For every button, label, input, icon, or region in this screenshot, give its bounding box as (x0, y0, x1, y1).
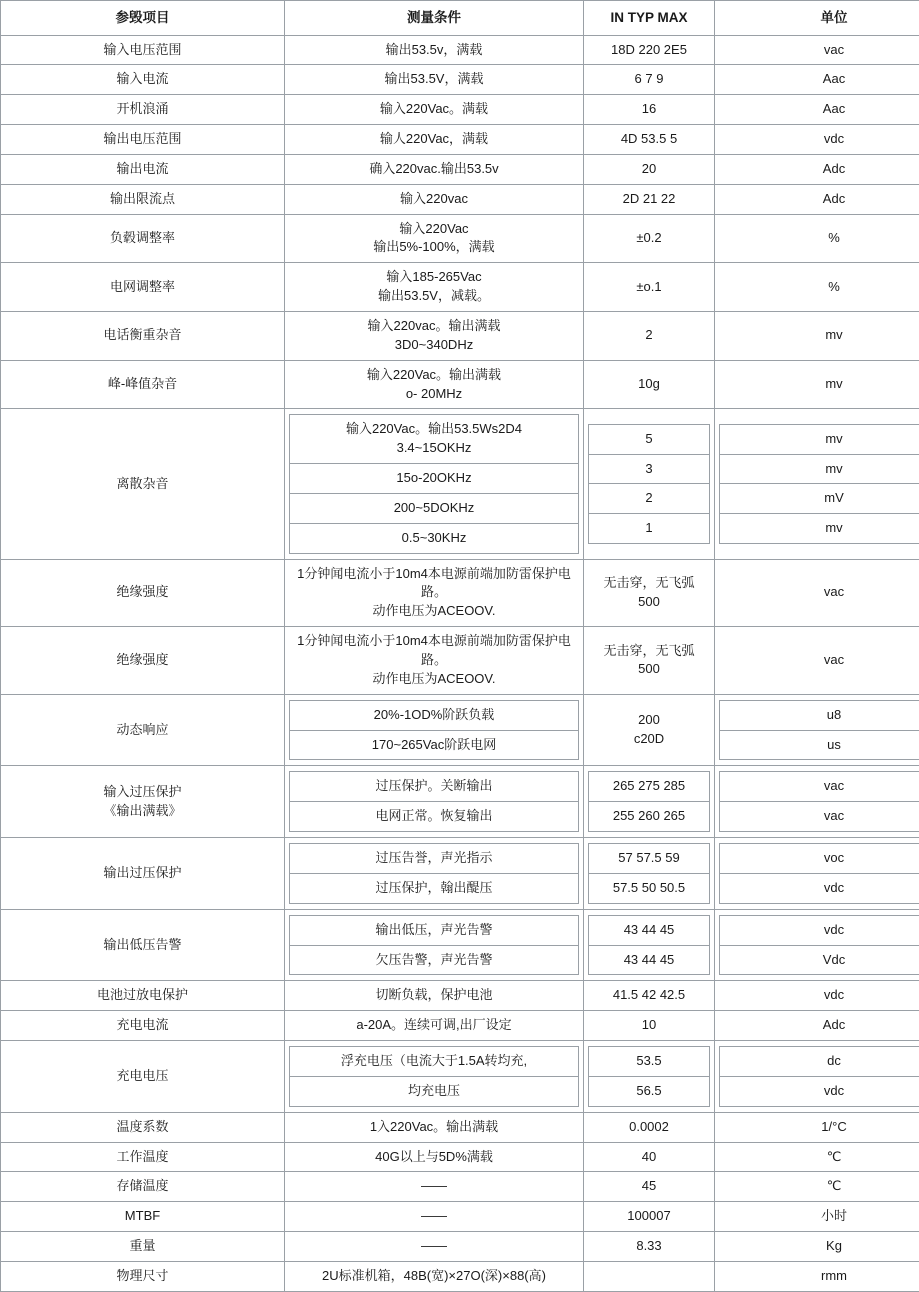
table-row (1, 627, 919, 695)
cell-condition-part: 输入220Vac。输出53.5Ws2D4 3.4~15OKHz (290, 415, 579, 464)
table-row (1, 1011, 919, 1041)
cell-parameter: 温度系数 (1, 1112, 285, 1142)
cell-value: 6 7 9 (584, 65, 715, 95)
cell-parameter: 输入电压范围 (1, 35, 285, 65)
cell-condition (285, 909, 584, 981)
cell-parameter: 物理尺寸 (1, 1262, 285, 1292)
cell-condition-part: 欠压告警，声光告警 (290, 945, 579, 975)
cell-parameter: 输入电流 (1, 65, 285, 95)
cell-value: 0.0002 (584, 1112, 715, 1142)
cell-unit: mv (715, 312, 919, 361)
cell-value-part: 255 260 265 (589, 802, 710, 832)
cell-condition: 1入220Vac。输出满载 (285, 1112, 584, 1142)
cell-unit: mv (715, 360, 919, 409)
cell-parameter: 充电电压 (1, 1041, 285, 1113)
cell-condition-part: 过压保护。关断输出 (290, 772, 579, 802)
cell-parameter: 负毂调整率 (1, 214, 285, 263)
cell-unit (715, 694, 919, 766)
cell-unit: Adc (715, 1011, 919, 1041)
cell-unit-part: vac (720, 802, 919, 832)
cell-condition: —— (285, 1172, 584, 1202)
cell-value: ±0.2 (584, 214, 715, 263)
table-row (1, 184, 919, 214)
header-condition: 测量条件 (285, 1, 584, 36)
table-row (1, 1112, 919, 1142)
cell-unit-part: mv (720, 424, 919, 454)
cell-condition: 1分钟闻电流小于10m4本电源前端加防雷保护电路。 动作电压为ACEOOV. (285, 559, 584, 627)
cell-parameter: 电话衡重杂音 (1, 312, 285, 361)
table-row (1, 838, 919, 910)
table-row (1, 694, 919, 766)
cell-value (584, 766, 715, 838)
cell-value: 45 (584, 1172, 715, 1202)
table-row (1, 1202, 919, 1232)
cell-unit (715, 766, 919, 838)
cell-value: 8.33 (584, 1232, 715, 1262)
cell-value (584, 909, 715, 981)
table-row (1, 312, 919, 361)
cell-value: ±o.1 (584, 263, 715, 312)
cell-condition-part: 170~265Vac阶跃电网 (290, 730, 579, 760)
cell-value-part: 43 44 45 (589, 945, 710, 975)
cell-parameter: MTBF (1, 1202, 285, 1232)
cell-unit (715, 838, 919, 910)
cell-parameter: 工作温度 (1, 1142, 285, 1172)
cell-value-part: 57 57.5 59 (589, 844, 710, 874)
cell-unit: ℃ (715, 1142, 919, 1172)
cell-unit (715, 909, 919, 981)
cell-value-part: 265 275 285 (589, 772, 710, 802)
cell-unit-part: vdc (720, 1076, 919, 1106)
cell-unit: rmm (715, 1262, 919, 1292)
cell-condition-part: 输出低压，声光告警 (290, 915, 579, 945)
cell-unit: vac (715, 627, 919, 695)
cell-unit: Aac (715, 65, 919, 95)
cell-condition: 输入220Vac。输出满载 o- 20MHz (285, 360, 584, 409)
cell-value: 100007 (584, 1202, 715, 1232)
table-row (1, 154, 919, 184)
cell-condition: 输人220Vac，满载 (285, 125, 584, 155)
cell-unit: Adc (715, 184, 919, 214)
table-row (1, 125, 919, 155)
cell-condition: 输入220Vac 输出5%-100%，满载 (285, 214, 584, 263)
cell-unit: vdc (715, 981, 919, 1011)
cell-parameter: 输出限流点 (1, 184, 285, 214)
cell-parameter: 输出过压保护 (1, 838, 285, 910)
cell-condition (285, 838, 584, 910)
table-row (1, 35, 919, 65)
table-header-row (1, 1, 919, 36)
table-row (1, 95, 919, 125)
cell-parameter: 输出电流 (1, 154, 285, 184)
cell-condition-part: 0.5~30KHz (290, 523, 579, 553)
cell-value-part: 43 44 45 (589, 915, 710, 945)
cell-value: 40 (584, 1142, 715, 1172)
cell-condition: 确入220vac.输出53.5v (285, 154, 584, 184)
cell-condition: 2U标准机箱，48B(宽)×27O(深)×88(高) (285, 1262, 584, 1292)
cell-value: 无击穿，无飞弧 500 (584, 559, 715, 627)
cell-unit (715, 409, 919, 559)
cell-value: 2D 21 22 (584, 184, 715, 214)
cell-unit (715, 1041, 919, 1113)
cell-unit: ℃ (715, 1172, 919, 1202)
cell-parameter: 电池过放电保护 (1, 981, 285, 1011)
cell-value: 16 (584, 95, 715, 125)
cell-value: 2 (584, 312, 715, 361)
cell-unit-part: vac (720, 772, 919, 802)
cell-parameter: 峰-峰值杂音 (1, 360, 285, 409)
cell-value: 10 (584, 1011, 715, 1041)
header-parameter: 参毁项目 (1, 1, 285, 36)
table-row (1, 981, 919, 1011)
cell-unit-part: vdc (720, 873, 919, 903)
cell-value-part: 56.5 (589, 1076, 710, 1106)
cell-unit: vac (715, 35, 919, 65)
cell-unit-part: mv (720, 514, 919, 544)
cell-condition-part: 200~5DOKHz (290, 493, 579, 523)
table-row (1, 559, 919, 627)
cell-condition: 1分钟闻电流小于10m4本电源前端加防雷保护电路。 动作电压为ACEOOV. (285, 627, 584, 695)
cell-unit-part: us (720, 730, 919, 760)
cell-condition (285, 766, 584, 838)
table-row (1, 1262, 919, 1292)
cell-condition-part: 均充电压 (290, 1076, 579, 1106)
cell-value (584, 838, 715, 910)
cell-condition (285, 409, 584, 559)
cell-unit-part: voc (720, 844, 919, 874)
cell-condition (285, 1041, 584, 1113)
cell-value (584, 1041, 715, 1113)
cell-value: 200 c20D (584, 694, 715, 766)
table-row (1, 1041, 919, 1113)
cell-unit-part: Vdc (720, 945, 919, 975)
cell-parameter: 充电电流 (1, 1011, 285, 1041)
table-row (1, 360, 919, 409)
cell-unit: vdc (715, 125, 919, 155)
cell-condition: 输出53.5V，满载 (285, 65, 584, 95)
cell-unit: 1/°C (715, 1112, 919, 1142)
cell-condition-part: 过压保护，翰出醍压 (290, 873, 579, 903)
cell-value: 41.5 42 42.5 (584, 981, 715, 1011)
cell-value (584, 409, 715, 559)
cell-parameter: 绝缘强度 (1, 559, 285, 627)
cell-value-part: 5 (589, 424, 710, 454)
table-row (1, 214, 919, 263)
cell-parameter: 输入过压保护 《输出满载》 (1, 766, 285, 838)
cell-condition: 输出53.5v，满载 (285, 35, 584, 65)
cell-unit-part: dc (720, 1047, 919, 1077)
cell-parameter: 重量 (1, 1232, 285, 1262)
cell-condition: a-20A。连续可调,出厂设定 (285, 1011, 584, 1041)
table-row (1, 766, 919, 838)
cell-unit: vac (715, 559, 919, 627)
cell-value (584, 1262, 715, 1292)
cell-condition-part: 过压告誉，声光指示 (290, 844, 579, 874)
cell-parameter: 开机浪涌 (1, 95, 285, 125)
cell-condition: 输入220vac (285, 184, 584, 214)
cell-value-part: 1 (589, 514, 710, 544)
cell-unit: % (715, 263, 919, 312)
cell-condition: —— (285, 1232, 584, 1262)
cell-condition-part: 电网正常。恢复输出 (290, 802, 579, 832)
cell-condition: 输入185-265Vac 输出53.5V，减载。 (285, 263, 584, 312)
cell-condition-part: 浮充电压（电流大于1.5A转均充, (290, 1047, 579, 1077)
header-unit: 单位 (715, 1, 919, 36)
cell-parameter: 绝缘强度 (1, 627, 285, 695)
cell-value-part: 53.5 (589, 1047, 710, 1077)
cell-condition-part: 15o-20OKHz (290, 464, 579, 494)
cell-parameter: 输出电压范围 (1, 125, 285, 155)
table-row (1, 409, 919, 559)
cell-unit-part: mv (720, 454, 919, 484)
cell-parameter: 动态响应 (1, 694, 285, 766)
cell-value: 20 (584, 154, 715, 184)
cell-value: 无击穿，无飞弧 500 (584, 627, 715, 695)
cell-condition: 切断负载，保护电池 (285, 981, 584, 1011)
cell-condition: 输入220vac。输出满载 3D0~340DHz (285, 312, 584, 361)
cell-condition: 40G以上与5D%满载 (285, 1142, 584, 1172)
table-row (1, 1172, 919, 1202)
table-row (1, 1142, 919, 1172)
cell-unit: Adc (715, 154, 919, 184)
table-row (1, 1232, 919, 1262)
cell-value: 4D 53.5 5 (584, 125, 715, 155)
cell-condition-part: 20%-1OD%阶跃负载 (290, 700, 579, 730)
cell-unit-part: mV (720, 484, 919, 514)
table-row (1, 65, 919, 95)
cell-unit: Aac (715, 95, 919, 125)
cell-unit-part: u8 (720, 700, 919, 730)
cell-unit-part: vdc (720, 915, 919, 945)
cell-parameter: 输出低压告警 (1, 909, 285, 981)
cell-unit: % (715, 214, 919, 263)
cell-condition: 输入220Vac。满载 (285, 95, 584, 125)
cell-unit: 小时 (715, 1202, 919, 1232)
cell-value-part: 3 (589, 454, 710, 484)
cell-parameter: 存储温度 (1, 1172, 285, 1202)
cell-condition (285, 694, 584, 766)
cell-condition: —— (285, 1202, 584, 1232)
header-value: IN TYP MAX (584, 1, 715, 36)
cell-value-part: 2 (589, 484, 710, 514)
table-row (1, 909, 919, 981)
cell-value-part: 57.5 50 50.5 (589, 873, 710, 903)
cell-parameter: 电网调整率 (1, 263, 285, 312)
table-body (1, 35, 919, 1291)
cell-parameter: 离散杂音 (1, 409, 285, 559)
cell-unit: Kg (715, 1232, 919, 1262)
cell-value: 10g (584, 360, 715, 409)
cell-value: 18D 220 2E5 (584, 35, 715, 65)
table-row (1, 263, 919, 312)
